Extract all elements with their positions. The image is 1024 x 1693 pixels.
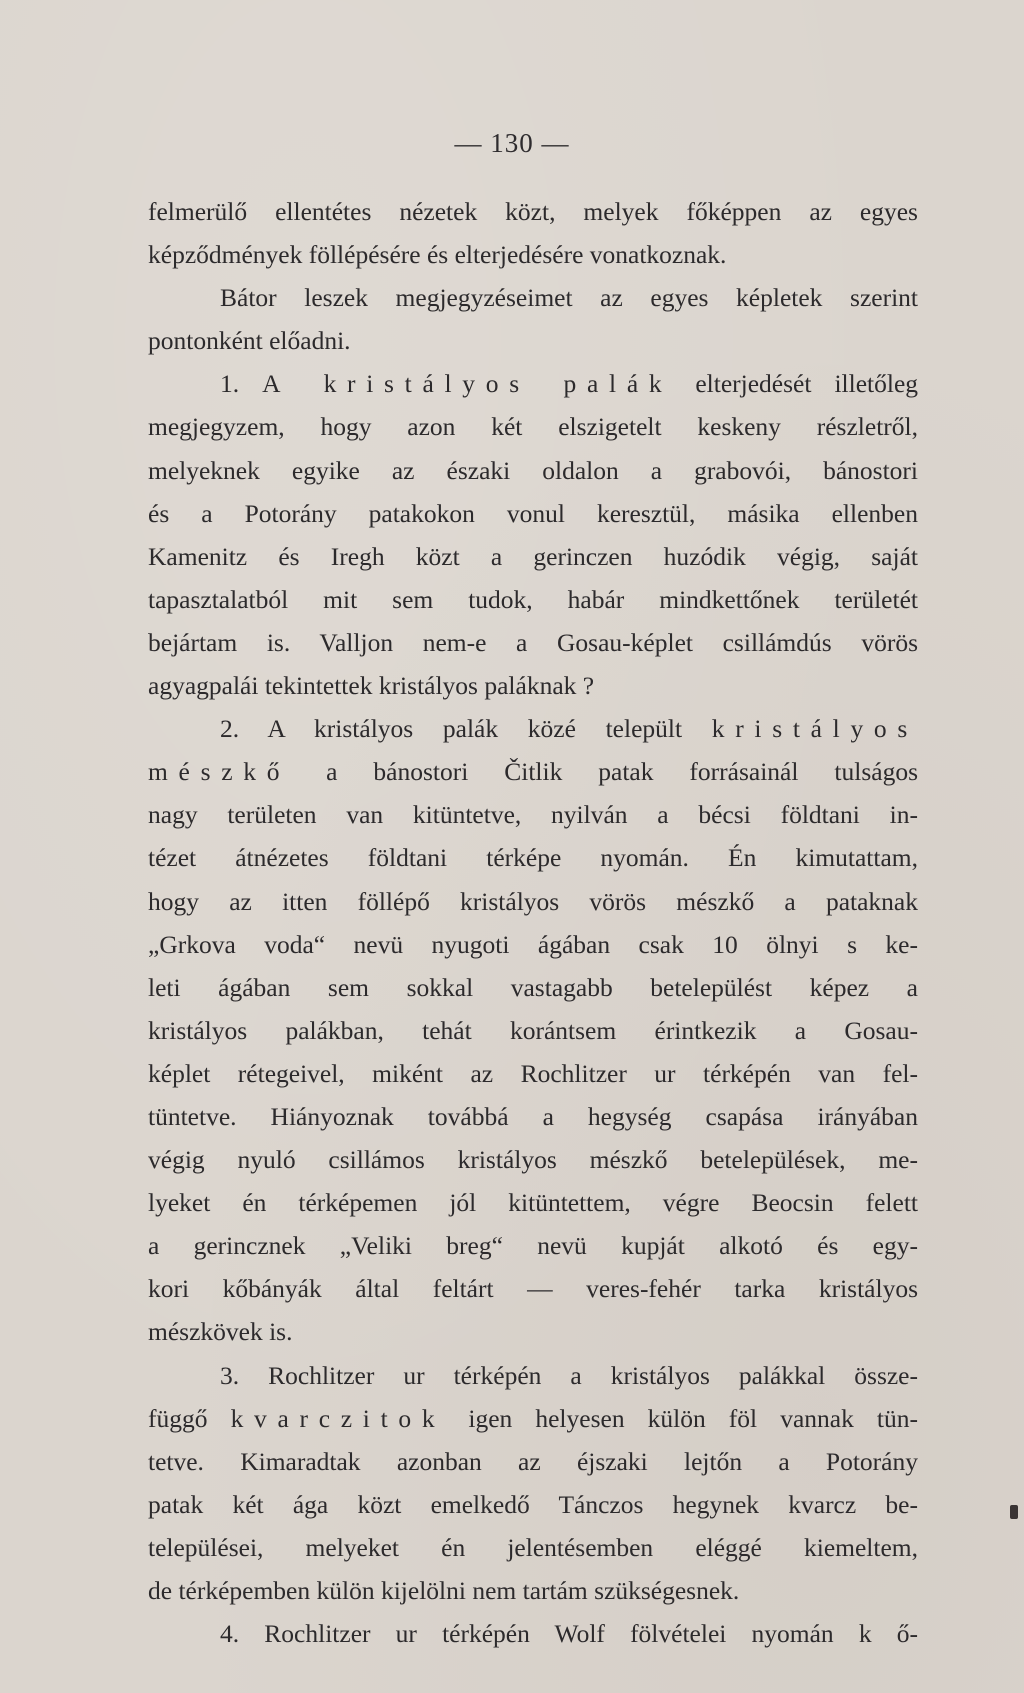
text-line: végig nyuló csillámos kristályos mészkő betelepülések, me- — [148, 1145, 918, 1175]
text-line: leti ágában sem sokkal vastagabb betelepülést képez a — [148, 972, 918, 1002]
text-line: bejártam is. Valljon nem-e a Gosau-képlet csillámdús vörös — [148, 627, 918, 657]
text-line: tüntetve. Hiányoznak továbbá a hegység csapása irányában — [148, 1101, 918, 1131]
text-line: tézet átnézetes földtani térképe nyomán. Én kimutattam, — [148, 843, 918, 873]
spaced-term: mészkő — [148, 757, 291, 787]
text-line: a gerincznek „Veliki breg“ nevü kupját alkotó és egy- — [148, 1231, 918, 1261]
text-line: megjegyzem, hogy azon két elszigetelt keskeny részletről, — [148, 412, 918, 442]
line-lead: 2. A kristályos palák közé települt — [220, 714, 712, 744]
text-line: nagy területen van kitüntetve, nyilván a bécsi földtani in- — [148, 800, 918, 830]
text-line: lyeket én térképemen jól kitüntettem, végre Beocsin felett — [148, 1188, 918, 1218]
text-line: kristályos palákban, tehát korántsem érintkezik a Gosau- — [148, 1015, 918, 1045]
text-line: települései, melyeket én jelentésemben eléggé kiemeltem, — [148, 1532, 918, 1562]
text-line: Kamenitz és Iregh közt a gerinczen huzódik végig, saját — [148, 541, 918, 571]
spaced-term: A kristályos palák — [262, 369, 673, 399]
text-line — [148, 1397, 918, 1440]
text-line: tetve. Kimaradtak azonban az éjszaki lejtőn a Potorány — [148, 1446, 918, 1476]
text-line: mészkövek is. — [148, 1317, 293, 1347]
line-lead: függő — [148, 1403, 231, 1433]
text-line — [148, 362, 918, 405]
page-number: — 130 — — [454, 128, 570, 158]
body-text — [148, 190, 918, 1655]
text-line: kori kőbányák által feltárt — veres-fehér tarka kristályos — [148, 1274, 918, 1304]
text-line: és a Potorány patakokon vonul keresztül, másika ellenben — [148, 498, 918, 528]
text-line: Bátor leszek megjegyzéseimet az egyes képletek szerint — [220, 283, 918, 313]
text-line: felmerülő ellentétes nézetek közt, melyek főképpen az egyes — [148, 197, 918, 226]
line-continuation: igen helyesen külön föl vannak tün- — [445, 1403, 918, 1433]
text-line: tapasztalatból mit sem tudok, habár mindkettőnek területét — [148, 584, 918, 614]
edge-smudge — [1010, 1505, 1018, 1519]
text-line: pontonként előadni. — [148, 326, 351, 356]
text-line: de térképemben külön kijelölni nem tartám szükségesnek. — [148, 1576, 740, 1605]
line-continuation: a bánostori Čitlik patak forrásainál tulságos — [290, 757, 918, 787]
text-line — [148, 750, 918, 793]
text-line: 3. Rochlitzer ur térképén a kristályos palákkal össze- — [220, 1360, 918, 1390]
spaced-term: kristályos — [711, 714, 918, 744]
line-continuation: elterjedését illetőleg — [672, 369, 918, 399]
text-line: képlet rétegeivel, miként az Rochlitzer ur térképén van fel- — [148, 1058, 918, 1088]
text-line: „Grkova voda“ nevü nyugoti ágában csak 10 ölnyi s ke- — [148, 929, 918, 959]
text-line: agyagpalái tekintettek kristályos paláknak ? — [148, 671, 595, 701]
text-line: 4. Rochlitzer ur térképén Wolf fölvételei nyomán k ő- — [220, 1619, 918, 1649]
text-line: képződmények föllépésére és elterjedésére vonatkoznak. — [148, 240, 727, 270]
text-line: patak két ága közt emelkedő Tánczos hegynek kvarcz be- — [148, 1489, 918, 1519]
spaced-term: kvarczitok — [230, 1403, 446, 1433]
text-line: hogy az itten föllépő kristályos vörös mészkő a pataknak — [148, 886, 918, 916]
text-line — [148, 707, 918, 750]
section-number: 1. — [220, 369, 263, 399]
text-line: melyeknek egyike az északi oldalon a grabovói, bánostori — [148, 455, 918, 485]
